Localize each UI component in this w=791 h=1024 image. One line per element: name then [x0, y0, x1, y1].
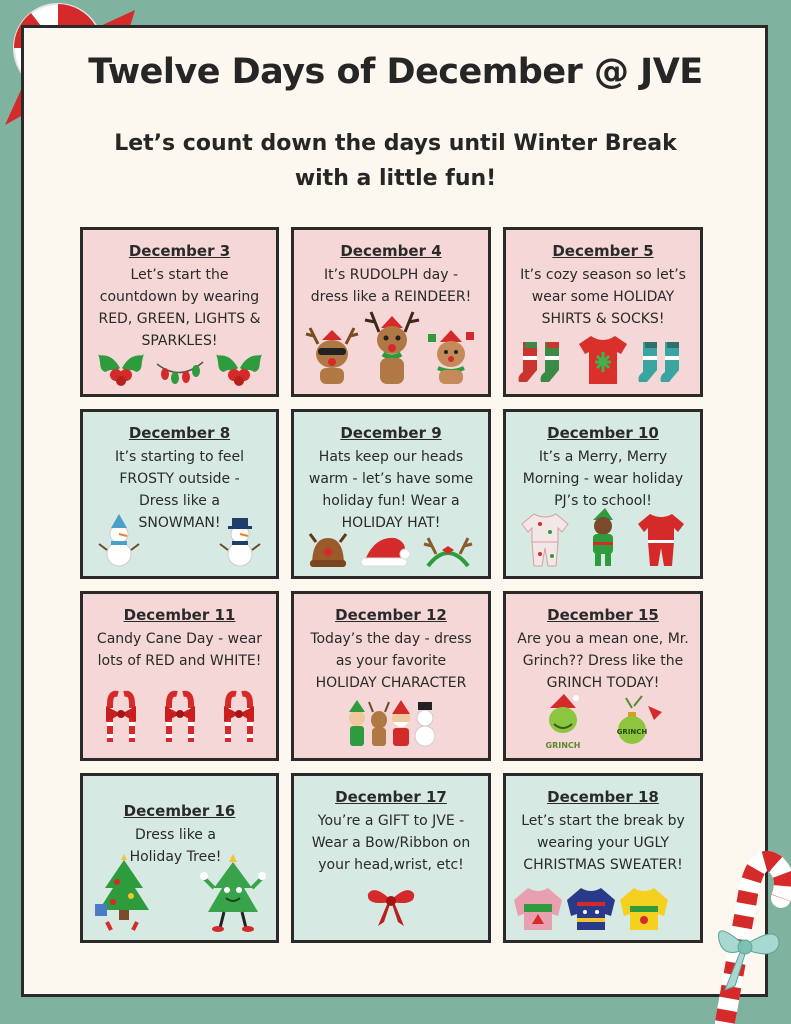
ugly-sweater-icon — [618, 886, 670, 932]
reindeer-hat-icon — [308, 532, 348, 568]
day-card-dec-10 — [503, 409, 703, 579]
card-text: Candy Cane Day - wear lots of RED and WHITE! — [96, 631, 263, 669]
day-card-dec-18 — [503, 773, 703, 943]
grinch-badge: GRINCH — [545, 741, 581, 750]
page-title: Twelve Days of December @ JVE — [88, 52, 703, 92]
card-date: December 8 — [128, 424, 231, 442]
ugly-sweater-icon — [512, 886, 564, 932]
candy-cane-bow-icon — [155, 688, 205, 744]
card-date: December 12 — [335, 606, 447, 624]
card-date: December 18 — [547, 788, 659, 806]
card-date: December 10 — [547, 424, 659, 442]
holiday-socks-icon — [637, 340, 689, 386]
card-text: It’s cozy season so let’s wear some HOLIDAY SHIRTS & SOCKS! — [520, 267, 686, 327]
antler-headband-icon — [422, 532, 474, 568]
red-bow-icon — [364, 886, 418, 928]
day-card-dec-17 — [291, 773, 491, 943]
card-date: December 9 — [340, 424, 442, 442]
grinch-icon — [542, 694, 584, 750]
christmas-tree-icon — [200, 852, 266, 932]
day-card-dec-16 — [80, 773, 279, 943]
day-card-dec-3 — [80, 227, 279, 397]
day-card-dec-12 — [291, 591, 491, 761]
grinch-badge: GRINCH — [616, 728, 648, 736]
card-text: Hats keep our heads warm - let’s have some holiday fun! Wear a HOLIDAY HAT! — [308, 449, 474, 531]
candy-cane-icon — [695, 840, 791, 1024]
reindeer-icon — [424, 324, 478, 386]
day-card-dec-9 — [291, 409, 491, 579]
day-card-dec-8 — [80, 409, 279, 579]
card-date: December 3 — [128, 242, 231, 260]
day-card-dec-11 — [80, 591, 279, 761]
card-date: December 16 — [123, 802, 236, 820]
holiday-characters-icon — [343, 698, 439, 750]
card-text: It’s a Merry, Merry Morning - wear holiday PJ’s to school! — [522, 449, 684, 509]
holly-icon — [96, 348, 146, 386]
snowman-icon — [97, 514, 141, 568]
card-text: Dress like a Holiday Tree! — [129, 827, 222, 865]
card-date: December 5 — [552, 242, 654, 260]
pajamas-icon — [520, 512, 570, 568]
card-text: Today’s the day - dress as your favorite HOLIDAY CHARACTER — [310, 631, 472, 691]
reindeer-icon — [363, 308, 421, 386]
card-text: Let’s start the break by wearing your UGLY CHRISTMAS SWEATER! — [521, 813, 685, 873]
candy-cane-bow-icon — [96, 688, 146, 744]
reindeer-icon — [304, 324, 360, 386]
christmas-lights-icon — [155, 356, 205, 386]
card-date: December 4 — [340, 242, 442, 260]
page-subtitle: Let’s count down the days until Winter Break with a little fun! — [114, 131, 677, 191]
card-text: It’s starting to feel FROSTY outside - Dress like a SNOWMAN! — [114, 449, 245, 531]
grinch-ornament-icon — [612, 694, 664, 750]
christmas-tree-icon — [93, 852, 155, 932]
card-date: December 17 — [335, 788, 447, 806]
card-date: December 11 — [123, 606, 236, 624]
candy-cane-bow-icon — [214, 688, 264, 744]
card-date: December 15 — [547, 606, 659, 624]
holly-icon — [214, 348, 264, 386]
holiday-socks-icon — [517, 340, 569, 386]
elf-kid-icon — [583, 508, 623, 568]
snowman-icon — [218, 514, 262, 568]
day-card-dec-4 — [291, 227, 491, 397]
day-card-dec-15 — [503, 591, 703, 761]
card-text: Are you a mean one, Mr. Grinch?? Dress like the GRINCH TODAY! — [517, 631, 689, 691]
santa-hat-icon — [359, 532, 411, 568]
pajamas-icon — [636, 512, 686, 568]
ugly-sweater-icon — [565, 886, 617, 932]
card-text: Let’s start the countdown by wearing RED, GREEN, LIGHTS & SPARKLES! — [98, 267, 261, 349]
card-text: It’s RUDOLPH day - dress like a REINDEER! — [310, 267, 472, 305]
card-text: You’re a GIFT to JVE - Wear a Bow/Ribbon on your head,wrist, etc! — [311, 813, 471, 873]
holiday-shirt-icon — [575, 334, 631, 386]
day-card-dec-5 — [503, 227, 703, 397]
